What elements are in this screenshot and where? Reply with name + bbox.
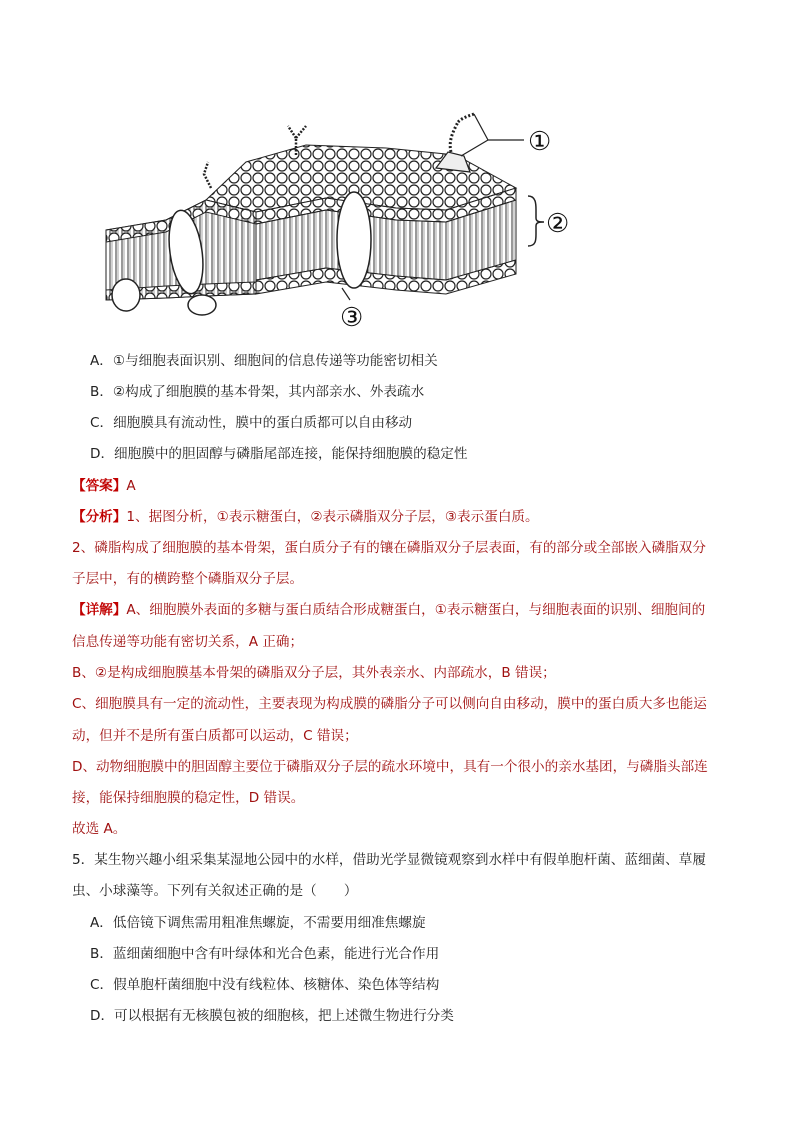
detail-text-1: A、细胞膜外表面的多糖与蛋白质结合形成糖蛋白，①表示糖蛋白，与细胞表面的识别、细胞间的 [126, 602, 706, 618]
cell-membrane-figure [96, 100, 596, 335]
q4-option-a: A．①与细胞表面识别、细胞间的信息传递等功能密切相关 [90, 353, 438, 369]
detail-line-4: C、细胞膜具有一定的流动性，主要表现为构成膜的磷脂分子可以侧向自由移动，膜中的蛋白质大多也能运 [72, 696, 707, 712]
q4-option-d: D．细胞膜中的胆固醇与磷脂尾部连接，能保持细胞膜的稳定性 [90, 446, 468, 462]
q5-stem-1: 5．某生物兴趣小组采集某湿地公园中的水样，借助光学显微镜观察到水样中有假单胞杆菌、蓝细菌、草履 [72, 852, 706, 868]
label-2: ② [546, 209, 570, 239]
analysis-line-3: 子层中，有的横跨整个磷脂双分子层。 [72, 571, 304, 587]
detail-line-3: B、②是构成细胞膜基本骨架的磷脂双分子层，其外表亲水、内部疏水，B 错误； [72, 665, 556, 681]
answer-value: A [126, 478, 136, 494]
analysis-text-1: 1、据图分析，①表示糖蛋白，②表示磷脂双分子层，③表示蛋白质。 [126, 509, 539, 525]
analysis-tag: 【分析】 [72, 509, 127, 525]
answer-tag: 【答案】 [72, 478, 127, 494]
detail-line-7: 接，能保持细胞膜的稳定性，D 错误。 [72, 790, 305, 806]
cell-membrane-icon [96, 100, 596, 335]
q5-stem-2: 虫、小球藻等。下列有关叙述正确的是（ ） [72, 883, 358, 899]
detail-tag: 【详解】 [72, 602, 127, 618]
detail-line-2: 信息传递等功能有密切关系，A 正确； [72, 634, 304, 650]
q5-option-a: A．低倍镜下调焦需用粗准焦螺旋，不需要用细准焦螺旋 [90, 915, 426, 931]
q5-option-c: C．假单胞杆菌细胞中没有线粒体、核糖体、染色体等结构 [90, 977, 440, 993]
detail-line-6: D、动物细胞膜中的胆固醇主要位于磷脂双分子层的疏水环境中，具有一个很小的亲水基团，与磷脂头部连 [72, 759, 708, 775]
conclusion-line: 故选 A。 [72, 821, 127, 837]
detail-line-1 [72, 600, 705, 620]
q4-option-b: B．②构成了细胞膜的基本骨架，其内部亲水、外表疏水 [90, 384, 425, 400]
label-1: ① [528, 127, 552, 157]
q5-option-d: D．可以根据有无核膜包被的细胞核，把上述微生物进行分类 [90, 1008, 454, 1024]
label-3: ③ [340, 303, 364, 333]
detail-line-5: 动，但并不是所有蛋白质都可以运动，C 错误； [72, 728, 358, 744]
analysis-line-1 [72, 507, 539, 527]
analysis-line-2: 2、磷脂构成了细胞膜的基本骨架，蛋白质分子有的镶在磷脂双分子层表面，有的部分或全部嵌入磷脂双分 [72, 540, 706, 556]
q4-option-c: C．细胞膜具有流动性，膜中的蛋白质都可以自由移动 [90, 415, 413, 431]
answer-line [72, 476, 136, 496]
q5-option-b: B．蓝细菌细胞中含有叶绿体和光合色素，能进行光合作用 [90, 946, 440, 962]
